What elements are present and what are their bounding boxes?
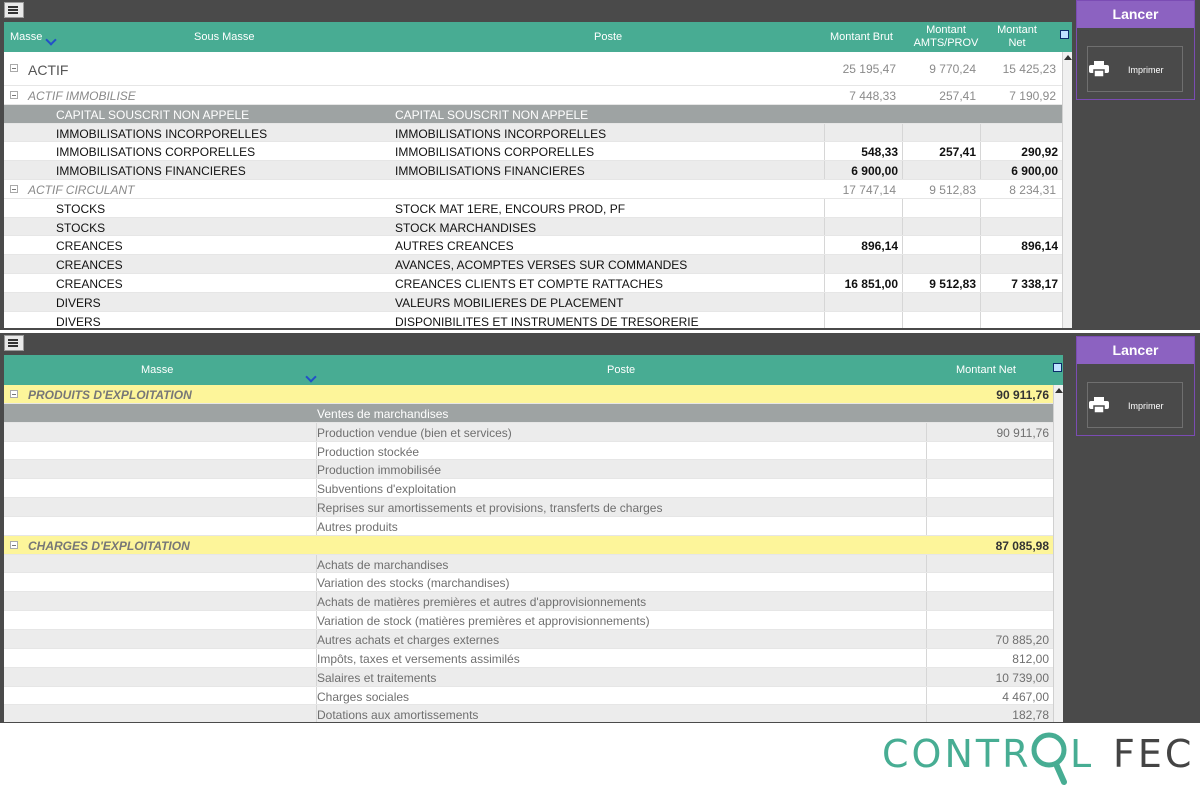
cell-sous-masse: CREANCES — [56, 276, 123, 291]
action-panel — [1076, 0, 1195, 100]
cell-sous-masse: STOCKS — [56, 201, 106, 216]
grid-header — [4, 22, 1072, 52]
cell-net: 90 911,76 — [996, 388, 1049, 402]
collapse-icon[interactable] — [10, 64, 18, 72]
cell-poste: Impôts, taxes et versements assimilés — [317, 651, 520, 666]
cell-net: 7 338,17 — [1011, 276, 1058, 291]
cell-poste: Salaires et traitements — [317, 670, 437, 685]
cell-amts: 257,41 — [939, 89, 976, 103]
cell-poste: Production vendue (bien et services) — [317, 425, 512, 440]
table-row[interactable] — [4, 218, 1062, 237]
cell-poste: Variation de stock (matières premières et approvisionnements) — [317, 614, 650, 629]
grid-header — [4, 355, 1063, 385]
table-row[interactable] — [4, 274, 1062, 293]
cell-brut: 25 195,47 — [842, 62, 896, 76]
cell-net: 90 911,76 — [996, 425, 1049, 440]
cell-brut: 6 900,00 — [851, 164, 898, 179]
cell-sous-masse: DIVERS — [56, 295, 101, 310]
grid-rows — [4, 52, 1062, 328]
cell-poste: STOCK MARCHANDISES — [395, 220, 537, 235]
cell-poste: Autres produits — [317, 519, 398, 534]
cell-poste: IMMOBILISATIONS FINANCIERES — [395, 164, 585, 179]
table-row[interactable] — [4, 312, 1062, 328]
cell-poste: DISPONIBILITES ET INSTRUMENTS DE TRESORERIE — [395, 314, 699, 328]
vertical-scrollbar[interactable] — [1062, 52, 1072, 328]
cell-masse: ACTIF IMMOBILISE — [28, 89, 136, 103]
cell-net: 10 739,00 — [995, 670, 1049, 685]
print-label: Imprimer — [1128, 401, 1164, 411]
cell-sous-masse: IMMOBILISATIONS CORPORELLES — [56, 145, 256, 160]
table-row[interactable] — [4, 498, 1053, 517]
cell-brut: 548,33 — [861, 145, 898, 160]
cell-sous-masse: CREANCES — [56, 239, 123, 254]
table-row[interactable] — [4, 105, 1062, 124]
cell-net: 87 085,98 — [995, 538, 1049, 553]
table-row[interactable] — [4, 536, 1053, 555]
cell-poste: VALEURS MOBILIERES DE PLACEMENT — [395, 295, 624, 310]
vertical-scrollbar[interactable] — [1053, 385, 1063, 722]
cell-poste: CREANCES CLIENTS ET COMPTE RATTACHES — [395, 276, 664, 291]
cell-poste: Dotations aux amortissements — [317, 708, 479, 722]
column-chooser-button[interactable] — [4, 335, 24, 351]
table-row[interactable] — [4, 630, 1053, 649]
cell-net: 6 900,00 — [1011, 164, 1058, 179]
table-row[interactable] — [4, 555, 1053, 574]
table-row[interactable] — [4, 649, 1053, 668]
grid-rows — [4, 385, 1053, 722]
cell-net: 290,92 — [1021, 145, 1058, 160]
table-row[interactable] — [4, 199, 1062, 218]
print-button[interactable] — [1087, 46, 1183, 92]
cell-brut: 17 747,14 — [842, 182, 896, 197]
grid-menu-icon[interactable] — [1060, 30, 1069, 39]
col-poste[interactable]: Poste — [607, 364, 636, 376]
cell-poste: Reprises sur amortissements et provisions, transferts de charges — [317, 501, 663, 516]
col-masse[interactable]: Masse — [141, 364, 174, 376]
col-sous-masse[interactable]: Sous Masse — [194, 31, 255, 43]
cell-poste: Achats de marchandises — [317, 557, 449, 572]
cell-sous-masse: IMMOBILISATIONS FINANCIERES — [56, 164, 246, 179]
cell-net: 7 190,92 — [1009, 89, 1056, 103]
collapse-icon[interactable] — [10, 541, 18, 549]
table-row[interactable] — [4, 236, 1062, 255]
col-montant-amts[interactable] — [907, 24, 985, 50]
list-icon — [8, 339, 18, 347]
cell-poste: CAPITAL SOUSCRIT NON APPELE — [395, 107, 589, 122]
cell-poste: Achats de matières premières et autres d'approvisionnements — [317, 595, 647, 610]
col-poste[interactable]: Poste — [594, 31, 623, 43]
table-row[interactable] — [4, 404, 1053, 423]
cell-net: 182,78 — [1012, 708, 1049, 722]
table-row[interactable] — [4, 255, 1062, 274]
table-row[interactable] — [4, 592, 1053, 611]
cell-amts: 9 512,83 — [929, 182, 976, 197]
table-row[interactable] — [4, 385, 1053, 404]
cell-sous-masse: CREANCES — [56, 258, 123, 273]
cell-masse: ACTIF — [28, 62, 69, 78]
printer-icon — [1089, 397, 1109, 413]
col-net-line1: Montant — [997, 24, 1037, 36]
bilan-grid — [4, 22, 1072, 328]
cell-net: 812,00 — [1012, 651, 1049, 666]
table-row[interactable] — [4, 479, 1053, 498]
cell-poste: IMMOBILISATIONS INCORPORELLES — [395, 126, 607, 141]
brand-word-3: FEC — [1113, 732, 1195, 776]
cell-masse: CHARGES D'EXPLOITATION — [28, 538, 190, 553]
cell-poste: Autres achats et charges externes — [317, 632, 500, 647]
table-row[interactable] — [4, 668, 1053, 687]
cell-net: 70 885,20 — [995, 632, 1049, 647]
cell-sous-masse: STOCKS — [56, 220, 106, 235]
table-row[interactable] — [4, 293, 1062, 312]
cell-sous-masse: CAPITAL SOUSCRIT NON APPELE — [56, 107, 250, 122]
collapse-icon[interactable] — [10, 185, 18, 193]
cell-brut: 896,14 — [861, 239, 898, 254]
launch-button[interactable]: Lancer — [1077, 337, 1194, 364]
cursor-icon — [305, 371, 316, 382]
cell-masse: PRODUITS D'EXPLOITATION — [28, 388, 192, 402]
cell-poste: Production stockée — [317, 444, 420, 459]
cell-poste: AVANCES, ACOMPTES VERSES SUR COMMANDES — [395, 258, 688, 273]
print-button[interactable] — [1087, 382, 1183, 428]
col-montant-net[interactable] — [989, 24, 1045, 50]
launch-button[interactable]: Lancer — [1077, 1, 1194, 28]
cell-masse: ACTIF CIRCULANT — [28, 182, 135, 197]
cell-net: 8 234,31 — [1009, 182, 1056, 197]
table-row[interactable] — [4, 705, 1053, 722]
col-amts-line1: Montant — [926, 24, 966, 36]
table-row[interactable] — [4, 124, 1062, 143]
table-row[interactable] — [4, 86, 1062, 105]
cell-brut: 16 851,00 — [844, 276, 898, 291]
cell-net: 896,14 — [1021, 239, 1058, 254]
table-row[interactable] — [4, 423, 1053, 442]
cell-net: 4 467,00 — [1002, 689, 1049, 704]
cursor-icon — [45, 34, 56, 45]
col-masse[interactable]: Masse — [10, 31, 43, 43]
brand-word-2: L — [1070, 732, 1095, 776]
grid-menu-icon[interactable] — [1053, 363, 1062, 372]
action-panel — [1076, 336, 1195, 436]
printer-icon — [1089, 61, 1109, 77]
cell-poste: Variation des stocks (marchandises) — [317, 576, 510, 591]
table-row[interactable] — [4, 442, 1053, 461]
table-row[interactable] — [4, 180, 1062, 199]
cell-net: 15 425,23 — [1002, 62, 1056, 76]
cell-poste: Ventes de marchandises — [317, 406, 449, 421]
table-row[interactable] — [4, 460, 1053, 479]
col-amts-line2: AMTS/PROV — [913, 37, 979, 49]
column-chooser-button[interactable] — [4, 2, 24, 18]
magnifier-icon — [1030, 730, 1072, 788]
cell-poste: AUTRES CREANCES — [395, 239, 514, 254]
cell-poste: Charges sociales — [317, 689, 410, 704]
top-panel — [0, 0, 1200, 330]
table-row[interactable] — [4, 611, 1053, 630]
print-label: Imprimer — [1128, 65, 1164, 75]
table-row[interactable] — [4, 517, 1053, 536]
col-montant-brut[interactable]: Montant Brut — [830, 31, 893, 43]
table-row[interactable] — [4, 52, 1062, 86]
compte-resultat-grid — [4, 355, 1063, 722]
cell-brut: 7 448,33 — [849, 89, 896, 103]
col-montant-net[interactable]: Montant Net — [956, 364, 1016, 376]
list-icon — [8, 6, 18, 14]
table-row[interactable] — [4, 573, 1053, 592]
cell-poste: IMMOBILISATIONS CORPORELLES — [395, 145, 595, 160]
cell-poste: Production immobilisée — [317, 463, 442, 478]
cell-poste: Subventions d'exploitation — [317, 482, 457, 497]
cell-sous-masse: DIVERS — [56, 314, 101, 328]
brand-word-1: CONTR — [882, 732, 1032, 776]
col-net-line2: Net — [1008, 37, 1026, 49]
cell-amts: 9 770,24 — [929, 62, 976, 76]
cell-sous-masse: IMMOBILISATIONS INCORPORELLES — [56, 126, 268, 141]
collapse-icon[interactable] — [10, 390, 18, 398]
table-row[interactable] — [4, 142, 1062, 161]
cell-amts: 257,41 — [939, 145, 976, 160]
table-row[interactable] — [4, 687, 1053, 706]
cell-amts: 9 512,83 — [929, 276, 976, 291]
cell-poste: STOCK MAT 1ERE, ENCOURS PROD, PF — [395, 201, 626, 216]
table-row[interactable] — [4, 161, 1062, 180]
brand-logo — [880, 722, 1200, 790]
collapse-icon[interactable] — [10, 91, 18, 99]
